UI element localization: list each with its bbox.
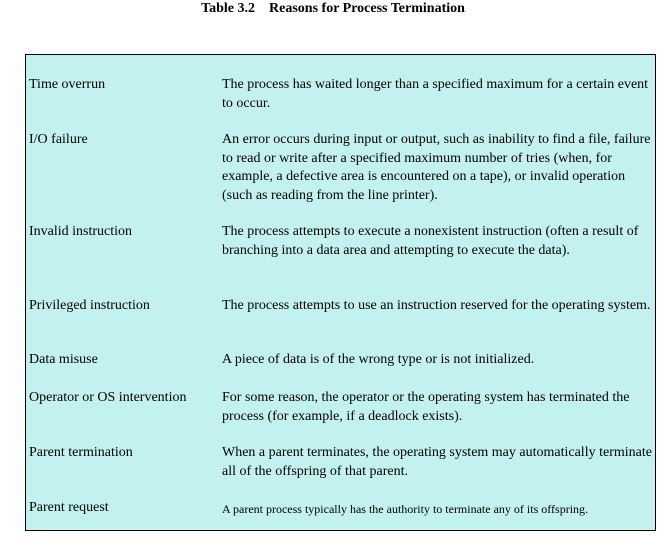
reason-cell: Parent termination	[29, 445, 133, 460]
description-cell: An error occurs during input or output, such as inability to find a file, failure to read or write after a specified maximum number of tries (when, for example, a defective area is encountered on a tape), or invalid operation (such as reading from the line printer).	[222, 132, 651, 203]
reason-cell: Privileged instruction	[29, 298, 150, 313]
description-cell: For some reason, the operator or the operating system has terminated the process (for example, if a deadlock exists).	[222, 390, 630, 424]
reason-cell: Parent request	[29, 500, 109, 515]
reason-cell: Data misuse	[29, 352, 98, 367]
description-cell: A piece of data is of the wrong type or is not initialized.	[222, 352, 535, 367]
reason-cell: Invalid instruction	[29, 224, 133, 239]
table-caption	[0, 0, 666, 17]
description-cell: The process attempts to use an instruction reserved for the operating system.	[222, 298, 651, 313]
reason-cell: I/O failure	[29, 132, 88, 147]
description-cell: A parent process typically has the authority to terminate any of its offspring.	[222, 502, 589, 516]
description-cell: The process attempts to execute a nonexistent instruction (often a result of branching into a data area and attempting to execute the data).	[222, 224, 639, 258]
reason-cell: Time overrun	[29, 77, 106, 92]
termination-reasons-table	[25, 54, 656, 531]
table-title: Reasons for Process Termination	[269, 1, 465, 16]
description-cell: The process has waited longer than a specified maximum for a certain event to occur.	[222, 77, 649, 111]
description-cell: When a parent terminates, the operating system may automatically terminate all of the offspring of that parent.	[222, 445, 652, 479]
reason-cell: Operator or OS intervention	[29, 390, 187, 405]
table-number: Table 3.2	[201, 1, 256, 16]
